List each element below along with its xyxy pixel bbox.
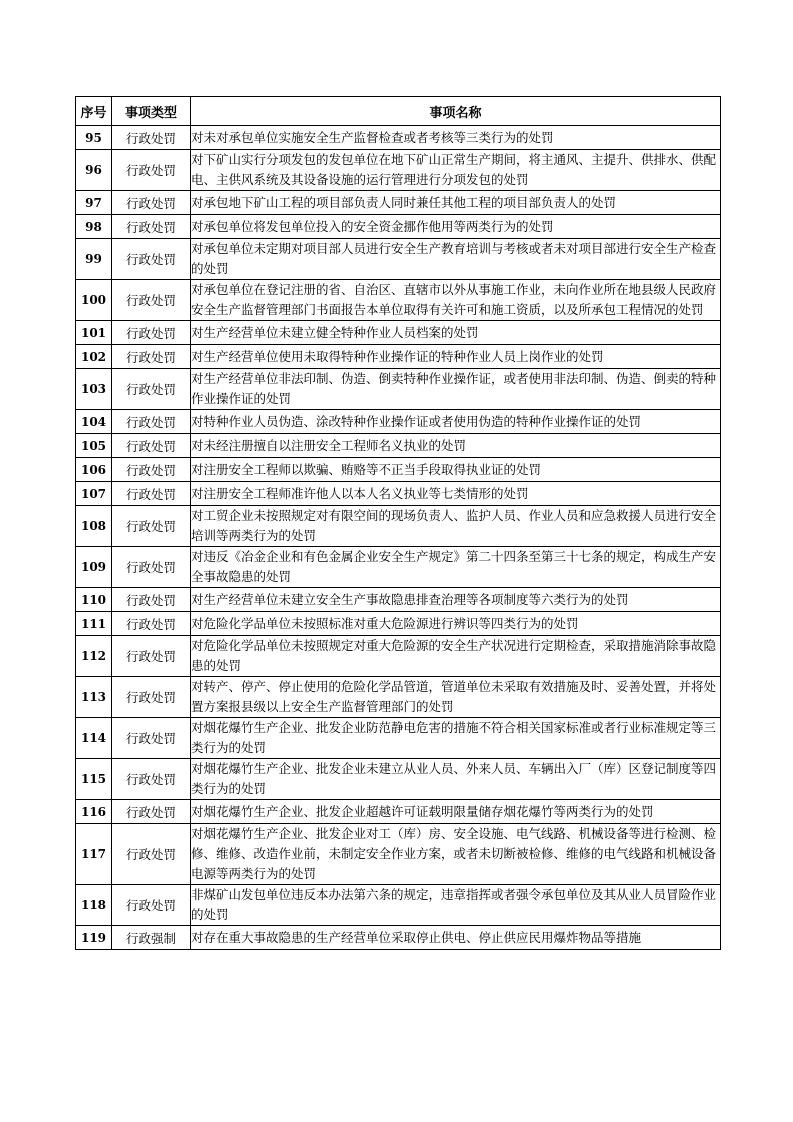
items-table	[75, 96, 721, 950]
row-type: 行政处罚	[112, 458, 191, 482]
row-type: 行政处罚	[112, 280, 191, 321]
row-number: 107	[76, 482, 112, 506]
row-type: 行政处罚	[112, 482, 191, 506]
row-type: 行政处罚	[112, 369, 191, 410]
row-type: 行政处罚	[112, 215, 191, 239]
table-row	[76, 458, 721, 482]
table-row	[76, 926, 721, 950]
row-number: 105	[76, 434, 112, 458]
table-row	[76, 506, 721, 547]
table-row	[76, 369, 721, 410]
row-number: 106	[76, 458, 112, 482]
row-item-name: 对承包地下矿山工程的项目部负责人同时兼任其他工程的项目部负责人的处罚	[191, 191, 721, 215]
row-item-name: 对未对承包单位实施安全生产监督检查或者考核等三类行为的处罚	[191, 126, 721, 150]
table-row	[76, 280, 721, 321]
row-item-name: 对生产经营单位未建立安全生产事故隐患排查治理等各项制度等六类行为的处罚	[191, 588, 721, 612]
row-type: 行政处罚	[112, 824, 191, 885]
row-number: 100	[76, 280, 112, 321]
row-number: 117	[76, 824, 112, 885]
table-row	[76, 434, 721, 458]
row-type: 行政处罚	[112, 150, 191, 191]
header-type: 事项类型	[112, 97, 191, 126]
row-number: 113	[76, 677, 112, 718]
row-item-name: 对转产、停产、停止使用的危险化学品管道，管道单位未采取有效措施及时、妥善处置，并将处置方案报县级以上安全生产监督管理部门的处罚	[191, 677, 721, 718]
row-number: 119	[76, 926, 112, 950]
row-number: 101	[76, 321, 112, 345]
row-type: 行政处罚	[112, 239, 191, 280]
row-item-name: 对烟花爆竹生产企业、批发企业超越许可证载明限量储存烟花爆竹等两类行为的处罚	[191, 800, 721, 824]
row-type: 行政处罚	[112, 677, 191, 718]
row-item-name: 对烟花爆竹生产企业、批发企业未建立从业人员、外来人员、车辆出入厂（库）区登记制度等四类行为的处罚	[191, 759, 721, 800]
row-type: 行政处罚	[112, 759, 191, 800]
row-number: 108	[76, 506, 112, 547]
row-type: 行政处罚	[112, 126, 191, 150]
row-type: 行政处罚	[112, 434, 191, 458]
table-row	[76, 239, 721, 280]
table-row	[76, 588, 721, 612]
table-row	[76, 345, 721, 369]
row-type: 行政处罚	[112, 547, 191, 588]
row-number: 102	[76, 345, 112, 369]
row-type: 行政处罚	[112, 321, 191, 345]
row-item-name: 对违反《冶金企业和有色金属企业安全生产规定》第二十四条至第三十七条的规定，构成生产安全事故隐患的处罚	[191, 547, 721, 588]
row-type: 行政处罚	[112, 410, 191, 434]
row-item-name: 对承包单位未定期对项目部人员进行安全生产教育培训与考核或者未对项目部进行安全生产检查的处罚	[191, 239, 721, 280]
table-row	[76, 759, 721, 800]
row-number: 109	[76, 547, 112, 588]
row-number: 99	[76, 239, 112, 280]
header-row	[76, 97, 721, 126]
row-item-name: 对生产经营单位非法印制、伪造、倒卖特种作业操作证，或者使用非法印制、伪造、倒卖的特种作业操作证的处罚	[191, 369, 721, 410]
table-row	[76, 718, 721, 759]
row-item-name: 对注册安全工程师以欺骗、贿赂等不正当手段取得执业证的处罚	[191, 458, 721, 482]
table-row	[76, 321, 721, 345]
table-row	[76, 800, 721, 824]
table-row	[76, 636, 721, 677]
row-type: 行政处罚	[112, 612, 191, 636]
row-number: 110	[76, 588, 112, 612]
table-row	[76, 824, 721, 885]
row-item-name: 对生产经营单位使用未取得特种作业操作证的特种作业人员上岗作业的处罚	[191, 345, 721, 369]
table-row	[76, 482, 721, 506]
row-number: 112	[76, 636, 112, 677]
row-number: 114	[76, 718, 112, 759]
row-item-name: 对生产经营单位未建立健全特种作业人员档案的处罚	[191, 321, 721, 345]
row-item-name: 对烟花爆竹生产企业、批发企业防范静电危害的措施不符合相关国家标准或者行业标准规定等三类行为的处罚	[191, 718, 721, 759]
table-row	[76, 410, 721, 434]
row-number: 116	[76, 800, 112, 824]
row-item-name: 对承包单位在登记注册的省、自治区、直辖市以外从事施工作业，未向作业所在地县级人民政府安全生产监督管理部门书面报告本单位取得有关许可和施工资质，以及所承包工程情况的处罚	[191, 280, 721, 321]
table-row	[76, 126, 721, 150]
table-header	[76, 97, 721, 126]
table-body	[76, 126, 721, 950]
row-type: 行政处罚	[112, 885, 191, 926]
row-number: 115	[76, 759, 112, 800]
row-item-name: 对烟花爆竹生产企业、批发企业对工（库）房、安全设施、电气线路、机械设备等进行检测、检修、维修、改造作业前，未制定安全作业方案，或者未切断被检修、维修的电气线路和机械设备电源等两类行为的处罚	[191, 824, 721, 885]
row-number: 98	[76, 215, 112, 239]
table-row	[76, 612, 721, 636]
row-type: 行政处罚	[112, 588, 191, 612]
row-item-name: 对未经注册擅自以注册安全工程师名义执业的处罚	[191, 434, 721, 458]
row-item-name: 对危险化学品单位未按照标准对重大危险源进行辨识等四类行为的处罚	[191, 612, 721, 636]
row-type: 行政强制	[112, 926, 191, 950]
table-row	[76, 150, 721, 191]
table-row	[76, 547, 721, 588]
table-row	[76, 677, 721, 718]
table-row	[76, 191, 721, 215]
row-number: 96	[76, 150, 112, 191]
row-item-name: 对注册安全工程师准许他人以本人名义执业等七类情形的处罚	[191, 482, 721, 506]
row-item-name: 对危险化学品单位未按照规定对重大危险源的安全生产状况进行定期检查，采取措施消除事故隐患的处罚	[191, 636, 721, 677]
row-number: 97	[76, 191, 112, 215]
row-item-name: 对工贸企业未按照规定对有限空间的现场负责人、监护人员、作业人员和应急救援人员进行安全培训等两类行为的处罚	[191, 506, 721, 547]
row-item-name: 对承包单位将发包单位投入的安全资金挪作他用等两类行为的处罚	[191, 215, 721, 239]
row-number: 103	[76, 369, 112, 410]
row-type: 行政处罚	[112, 191, 191, 215]
row-number: 118	[76, 885, 112, 926]
row-item-name: 对下矿山实行分项发包的发包单位在地下矿山正常生产期间，将主通风、主提升、供排水、供配电、主供风系统及其设备设施的运行管理进行分项发包的处罚	[191, 150, 721, 191]
row-type: 行政处罚	[112, 636, 191, 677]
row-number: 95	[76, 126, 112, 150]
row-type: 行政处罚	[112, 800, 191, 824]
header-name: 事项名称	[191, 97, 721, 126]
row-item-name: 非煤矿山发包单位违反本办法第六条的规定，违章指挥或者强令承包单位及其从业人员冒险作业的处罚	[191, 885, 721, 926]
row-item-name: 对存在重大事故隐患的生产经营单位采取停止供电、停止供应民用爆炸物品等措施	[191, 926, 721, 950]
row-number: 111	[76, 612, 112, 636]
table-row	[76, 885, 721, 926]
row-type: 行政处罚	[112, 506, 191, 547]
header-no: 序号	[76, 97, 112, 126]
table-row	[76, 215, 721, 239]
row-type: 行政处罚	[112, 718, 191, 759]
row-number: 104	[76, 410, 112, 434]
row-type: 行政处罚	[112, 345, 191, 369]
row-item-name: 对特种作业人员伪造、涂改特种作业操作证或者使用伪造的特种作业操作证的处罚	[191, 410, 721, 434]
